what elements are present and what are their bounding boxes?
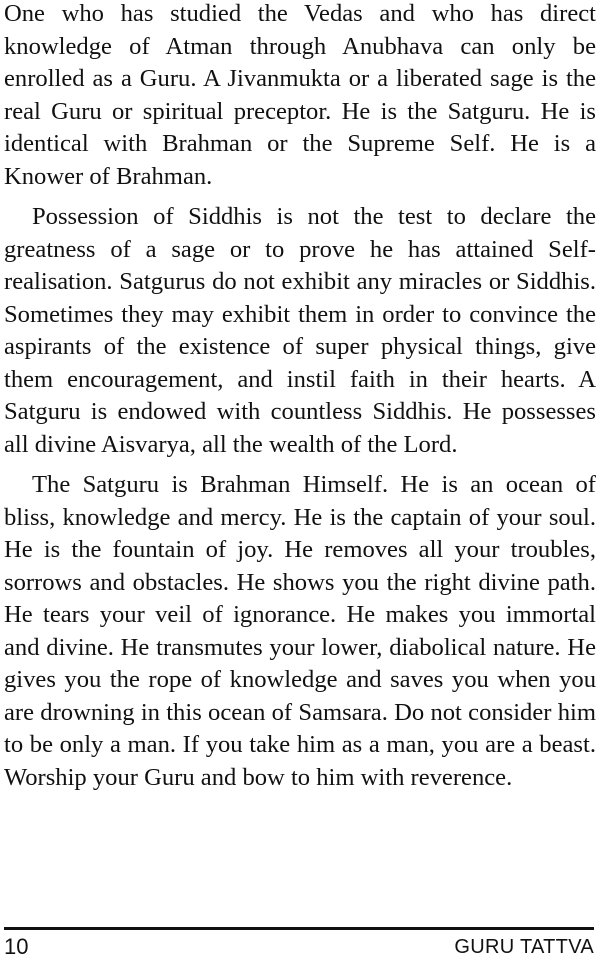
running-title: GURU TATTVA xyxy=(454,936,594,958)
paragraph-1: One who has studied the Vedas and who has direct knowledge of Atman through Anubhava can only be enrolled as a Guru. A Jivanmukta or a liberated sage is the real Guru or spiritual preceptor. He is the Satguru. He is identical with Brahman or the Supreme Self. He is a Knower of Brahman. xyxy=(4,0,596,190)
page-number: 10 xyxy=(4,934,29,959)
paragraph-2: Possession of Siddhis is not the test to declare the greatness of a sage or to prove he has attained Self-realisation. Satgurus do not exhibit any miracles or Siddhis. Sometimes they may exhibit them in order to convince the aspirants of the existence of super physical things, give them encouragement, and instil faith in their hearts. A Satguru is endowed with countless Siddhis. He possesses all divine Aisvarya, all the wealth of the Lord. xyxy=(4,203,596,458)
page-body-text xyxy=(4,0,596,802)
paragraph-3: The Satguru is Brahman Himself. He is an ocean of bliss, knowledge and mercy. He is the captain of your soul. He is the fountain of joy. He removes all your troubles, sorrows and obstacles. He shows you the right divine path. He tears your veil of ignorance. He makes you immortal and divine. He transmutes your lower, diabolical nature. He gives you the rope of knowledge and saves you when you are drowning in this ocean of Samsara. Do not consider him to be only a man. If you take him as a man, you are a beast. Worship your Guru and bow to him with reverence. xyxy=(4,471,596,791)
page-footer xyxy=(4,934,594,964)
footer-divider xyxy=(4,927,594,930)
